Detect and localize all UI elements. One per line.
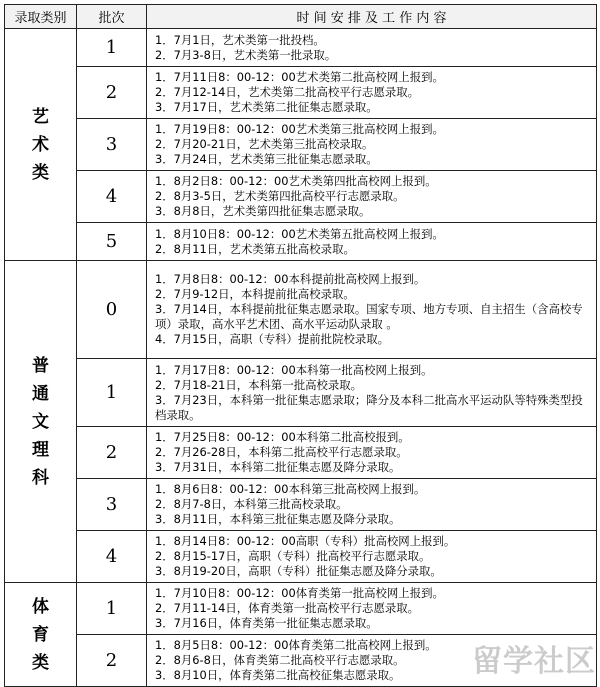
schedule-line: 1．8月5日8：00-12：00体育类第二批高校网上报到。 — [155, 638, 437, 652]
schedule-row — [5, 223, 597, 261]
schedule-row — [5, 261, 597, 359]
schedule-content — [147, 223, 597, 261]
schedule-line: 3．7月23日，本科第一批征集志愿录取；降分及本科二批高水平运动队等特殊类型投档录取。 — [155, 392, 583, 422]
schedule-line: 2．7月20-21日，艺术类第三批高校录取。 — [155, 137, 374, 151]
schedule-content — [147, 261, 597, 359]
schedule-line: 1．7月25日8：00-12：00本科第二批高校报到。 — [155, 430, 410, 444]
batch-number: 1 — [77, 359, 147, 427]
category-char: 科 — [32, 467, 49, 488]
table-body — [5, 29, 597, 687]
schedule-content — [147, 29, 597, 67]
header-content: 时 间 安 排 及 工 作 内 容 — [147, 5, 597, 29]
category-char: 类 — [32, 652, 49, 673]
header-batch: 批次 — [77, 5, 147, 29]
schedule-line: 2．8月6-8日，体育类第二批高校平行志愿录取。 — [155, 653, 405, 667]
schedule-content — [147, 67, 597, 119]
batch-number: 0 — [77, 261, 147, 359]
batch-number: 1 — [77, 583, 147, 635]
schedule-line: 3．8月8日，艺术类第四批征集志愿录取。 — [155, 204, 371, 218]
schedule-line: 1．7月19日8：00-12：00艺术类第三批高校网上报到。 — [155, 122, 444, 136]
schedule-line: 1．8月2日8：00-12：00艺术类第四批高校网上报到。 — [155, 174, 437, 188]
schedule-row — [5, 29, 597, 67]
schedule-line: 1．7月1日，艺术类第一批投档。 — [155, 32, 325, 47]
schedule-line: 3．8月10日，体育类第二批高校征集志愿录取。 — [155, 668, 401, 682]
category-char: 理 — [32, 439, 49, 460]
batch-number: 3 — [77, 479, 147, 531]
schedule-line: 4．7月15日，高职（专科）提前批院校录取。 — [155, 332, 390, 346]
schedule-content — [147, 427, 597, 479]
category-cell — [5, 583, 77, 687]
schedule-row — [5, 171, 597, 223]
schedule-line: 3．8月11日，本科第三批征集志愿及降分录取。 — [155, 512, 401, 526]
table-header-row — [5, 5, 597, 29]
schedule-content — [147, 479, 597, 531]
schedule-line: 3．8月19-20日，高职（专科）批征集志愿及降分录取。 — [155, 564, 442, 578]
schedule-line: 3．7月16日，体育类第一批征集志愿录取。 — [155, 616, 378, 630]
schedule-line: 3．7月24日，艺术类第三批征集志愿录取。 — [155, 152, 378, 166]
schedule-content — [147, 171, 597, 223]
category-char: 文 — [32, 411, 49, 432]
schedule-content — [147, 359, 597, 427]
schedule-line: 2．8月3-5日，艺术类第四批高校平行志愿录取。 — [155, 189, 405, 203]
schedule-row — [5, 583, 597, 635]
category-char: 通 — [32, 383, 49, 404]
schedule-line: 2．7月9-12日，本科提前批高校录取。 — [155, 287, 355, 301]
batch-number: 2 — [77, 67, 147, 119]
category-cell — [5, 29, 77, 261]
category-char: 艺 — [32, 106, 49, 127]
schedule-row — [5, 427, 597, 479]
schedule-line: 2．7月26-28日，本科第二批高校平行志愿录取。 — [155, 445, 408, 459]
site-watermark: 留学社区 — [472, 644, 596, 679]
schedule-row — [5, 531, 597, 583]
schedule-line: 1．7月17日8：00-12：00本科第一批高校网上报到。 — [155, 362, 433, 377]
schedule-line: 1．8月6日8：00-12：00本科第三批高校网上报到。 — [155, 482, 426, 496]
schedule-line: 1．7月11日8：00-12：00艺术类第二批高校网上报到。 — [155, 70, 444, 84]
schedule-row — [5, 67, 597, 119]
category-char: 类 — [32, 162, 49, 183]
schedule-row — [5, 359, 597, 427]
batch-number: 3 — [77, 119, 147, 171]
schedule-content — [147, 119, 597, 171]
batch-number: 1 — [77, 29, 147, 67]
schedule-line: 2．7月18-21日，本科第一批高校录取。 — [155, 377, 363, 392]
category-char: 体 — [32, 596, 49, 617]
schedule-line: 3．7月31日，本科第二批征集志愿及降分录取。 — [155, 460, 401, 474]
schedule-line: 1．8月14日8：00-12：00高职（专科）批高校网上报到。 — [155, 534, 456, 548]
category-char: 育 — [32, 624, 49, 645]
schedule-line: 2．8月7-8日，本科第三批高校录取。 — [155, 497, 348, 511]
batch-number: 2 — [77, 635, 147, 687]
header-category: 录取类别 — [5, 5, 77, 29]
schedule-line: 2．7月11-14日，体育类第一批高校平行志愿录取。 — [155, 601, 420, 615]
batch-number: 4 — [77, 171, 147, 223]
category-cell — [5, 261, 77, 583]
schedule-line: 1．8月10日8：00-12：00艺术类第五批高校网上报到。 — [155, 226, 444, 241]
schedule-content — [147, 583, 597, 635]
admission-schedule-table — [4, 4, 597, 687]
category-char: 普 — [32, 355, 49, 376]
schedule-line: 2．7月3-8日，艺术类第一批录取。 — [155, 47, 337, 62]
schedule-content — [147, 531, 597, 583]
batch-number: 4 — [77, 531, 147, 583]
schedule-row — [5, 479, 597, 531]
schedule-line: 3．7月14日，本科提前批征集志愿录取。国家专项、地方专项、自主招生（含高校专项）录取，高水平艺术团、高水平运动队录取 。 — [155, 302, 583, 331]
schedule-line: 2．8月11日，艺术类第五批高校录取。 — [155, 241, 355, 256]
schedule-line: 2．7月12-14日，艺术类第二批高校平行志愿录取。 — [155, 85, 420, 99]
schedule-line: 1．7月8日8：00-12：00本科提前批高校网上报到。 — [155, 272, 426, 286]
batch-number: 5 — [77, 223, 147, 261]
batch-number: 2 — [77, 427, 147, 479]
category-char: 术 — [32, 134, 49, 155]
schedule-row — [5, 119, 597, 171]
schedule-line: 3．7月17日，艺术类第二批征集志愿录取。 — [155, 100, 378, 114]
schedule-line: 1．7月10日8：00-12：00体育类第一批高校网上报到。 — [155, 586, 444, 600]
schedule-line: 2．8月15-17日，高职（专科）批高校平行志愿录取。 — [155, 549, 431, 563]
